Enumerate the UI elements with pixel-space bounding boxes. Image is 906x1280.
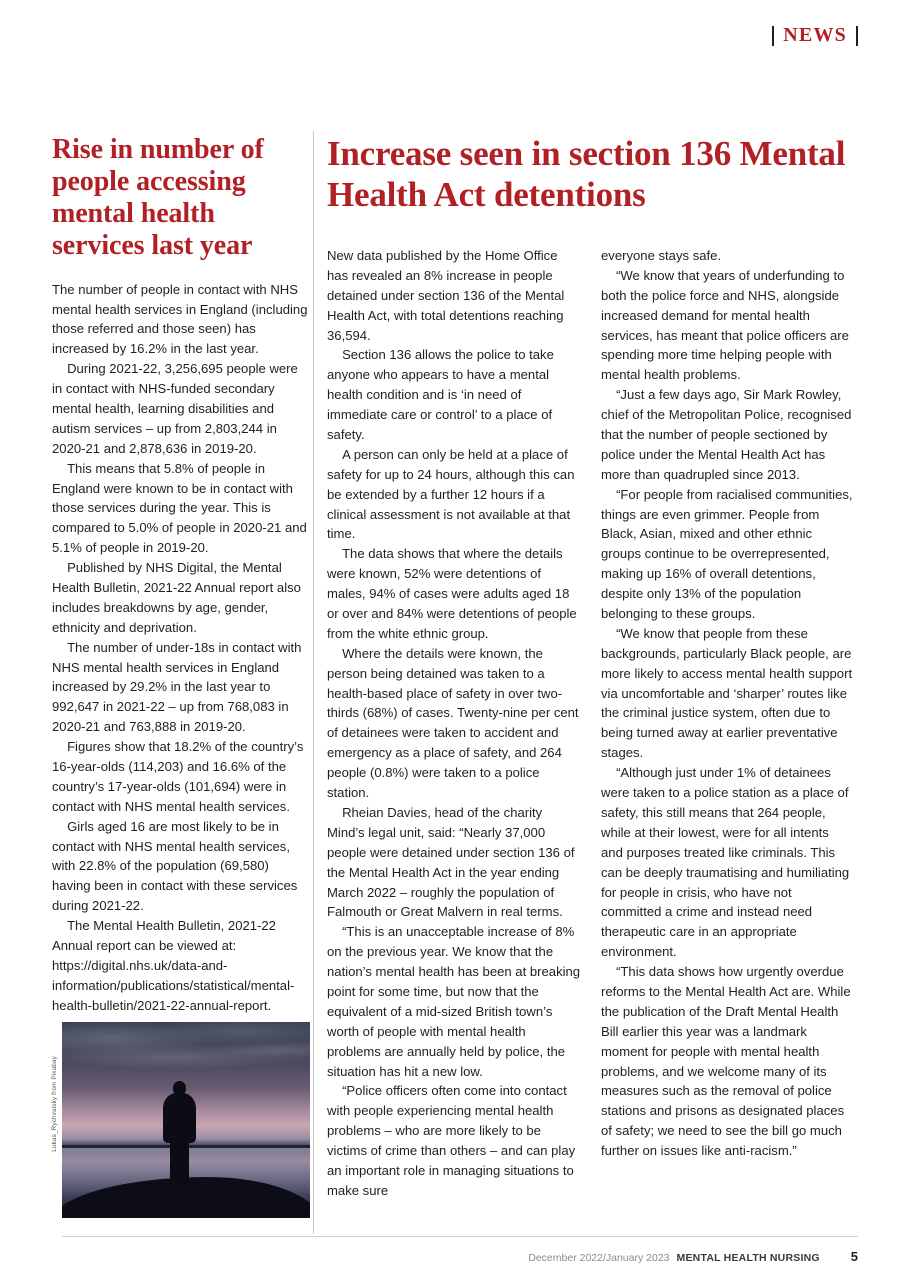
paragraph: Where the details were known, the person being detained was taken to a health-based place of safety in over two-thirds (68%) of cases. Twenty-nine per cent of detainees were taken to accident and emergency as a place of safety, and 264 people (0.8%) were taken to a police station. [327, 645, 579, 801]
paragraph: The number of people in contact with NHS mental health services in England (including those referred and those seen) has increased by 16.2% in the last year. [52, 281, 308, 357]
main-article-column-two [601, 246, 853, 1161]
paragraph: “Police officers often come into contact with people experiencing mental health problems – who are more likely to be victims of crime than others – and can play an important role in managing situations to make sure [327, 1083, 576, 1198]
page-footer [528, 1249, 858, 1264]
paragraph: “For people from racialised communities, things are even grimmer. People from Black, Asian, mixed and other ethnic groups continue to be overrepresented, making up 16% of overall detentions, despite only 13% of the population belonging to these groups. [601, 486, 853, 622]
paragraph: “We know that people from these backgrounds, particularly Black people, are more likely to access mental health support via uncomfortable and ‘sharper’ routes like the criminal justice system, often due to being turned away at earlier preventative stages. [601, 625, 853, 761]
footer-divider [62, 1236, 858, 1237]
paragraph: “Just a few days ago, Sir Mark Rowley, chief of the Metropolitan Police, recognised that the number of people sectioned by police under the Mental Health Act has more than quadrupled since 2013. [601, 387, 852, 482]
figure-torso [163, 1093, 196, 1143]
kicker-label: NEWS [783, 24, 847, 46]
paragraph: New data published by the Home Office has revealed an 8% increase in people detained under section 136 of the Mental Health Act, with total detentions reaching 36,594. [327, 248, 565, 343]
photo-image [62, 1022, 310, 1218]
paragraph: The data shows that where the details were known, 52% were detentions of males, 94% of cases were adults aged 18 or over and 84% were detentions of people from the white ethnic group. [327, 546, 577, 641]
kicker-rule-left [772, 26, 774, 46]
paragraph: “Although just under 1% of detainees were taken to a police station as a place of safety, this still means that 264 people, while at their lowest, were for all intents and purposes treated like criminals. This can be deeply traumatising and humiliating for people in crisis, who have not committed a crime and instead need therapeutic care in an appropriate environment. [601, 765, 850, 960]
photo-credit: Lukas_Rychvalsky from Pixabay [51, 1056, 58, 1152]
paragraph: The Mental Health Bulletin, 2021-22 Annual report can be viewed at: https://digital.nhs.uk/data-and-information/publications/statistical/mental-health-bulletin/2021-22-annual-report. [52, 918, 295, 1013]
left-article [52, 134, 310, 1016]
article-photo-block [52, 1022, 310, 1218]
photo-silhouette-figure [161, 1081, 198, 1191]
footer-magazine-title: MENTAL HEALTH NURSING [676, 1252, 820, 1264]
paragraph: “This is an unacceptable increase of 8% on the previous year. We know that the nation’s mental health has been at breaking point for some time, but now that the equivalent of a mid-sized British town’s worth of people with mental health problems are annually held by police, the situation has hit a new low. [327, 924, 581, 1079]
paragraph: This means that 5.8% of people in England were known to be in contact with those services during the year. This is compared to 5.0% of people in 2020-21 and 5.1% of people in 2019-20. [52, 460, 307, 556]
column-divider [313, 131, 314, 1234]
paragraph: The number of under-18s in contact with NHS mental health services in England increased by 29.2% in the last year to 992,647 in 2021-22 – up from 768,083 in 2020-21 and 763,888 in 2019-20. [52, 639, 302, 735]
paragraph: Section 136 allows the police to take anyone who appears to have a mental health condition and is ‘in need of immediate care or control’ to a place of safety. [327, 347, 554, 443]
paragraph: “This data shows how urgently overdue reforms to the Mental Health Act are. While the publication of the Draft Mental Health Bill earlier this year was a landmark moment for people with mental health problems, and we welcome many of its measures such as the removal of police stations and prisons as designated places of safety; we need to see the bill go much further on issues like anti-racism.” [601, 964, 851, 1159]
paragraph: Rheian Davies, head of the charity Mind’s legal unit, said: “Nearly 37,000 people were detained under section 136 of the Mental Health Act in the year ending March 2022 – roughly the population of Falmouth or Great Malvern in real terms. [327, 804, 575, 920]
paragraph: During 2021-22, 3,256,695 people were in contact with NHS-funded secondary mental health, learning disabilities and autism services – up from 2,803,244 in 2020-21 and 2,878,636 in 2019-20. [52, 361, 298, 456]
left-article-headline: Rise in number of people accessing mental health services last year [52, 134, 264, 261]
paragraph: Figures show that 18.2% of the country’s 16-year-olds (114,203) and 16.6% of the country’s 17-year-olds (101,694) were in contact with NHS mental health services. [52, 739, 304, 814]
left-article-body [52, 280, 310, 1016]
paragraph: “We know that years of underfunding to both the police force and NHS, alongside increased demand for mental health services, has meant that police officers are spending more time helping people with mental health problems. [601, 267, 849, 383]
paragraph: everyone stays safe. [601, 248, 722, 263]
footer-issue-date: December 2022/January 2023 [528, 1252, 670, 1264]
footer-page-number: 5 [850, 1249, 858, 1264]
kicker-rule-right [856, 26, 858, 46]
paragraph: Girls aged 16 are most likely to be in contact with NHS mental health services, with 22.8% of the population (69,580) having been in contact with these services during 2021-22. [52, 818, 298, 914]
main-article-column-one [327, 246, 582, 1201]
main-article-headline: Increase seen in section 136 Mental Health Act detentions [327, 134, 846, 214]
paragraph: A person can only be held at a place of safety for up to 24 hours, although this can be extended by a further 12 hours if a clinical assessment is not available at that time. [327, 446, 575, 542]
figure-legs [170, 1139, 189, 1191]
paragraph: Published by NHS Digital, the Mental Health Bulletin, 2021-22 Annual report also includes breakdowns by age, gender, ethnicity and deprivation. [52, 560, 301, 635]
section-kicker [772, 24, 858, 47]
